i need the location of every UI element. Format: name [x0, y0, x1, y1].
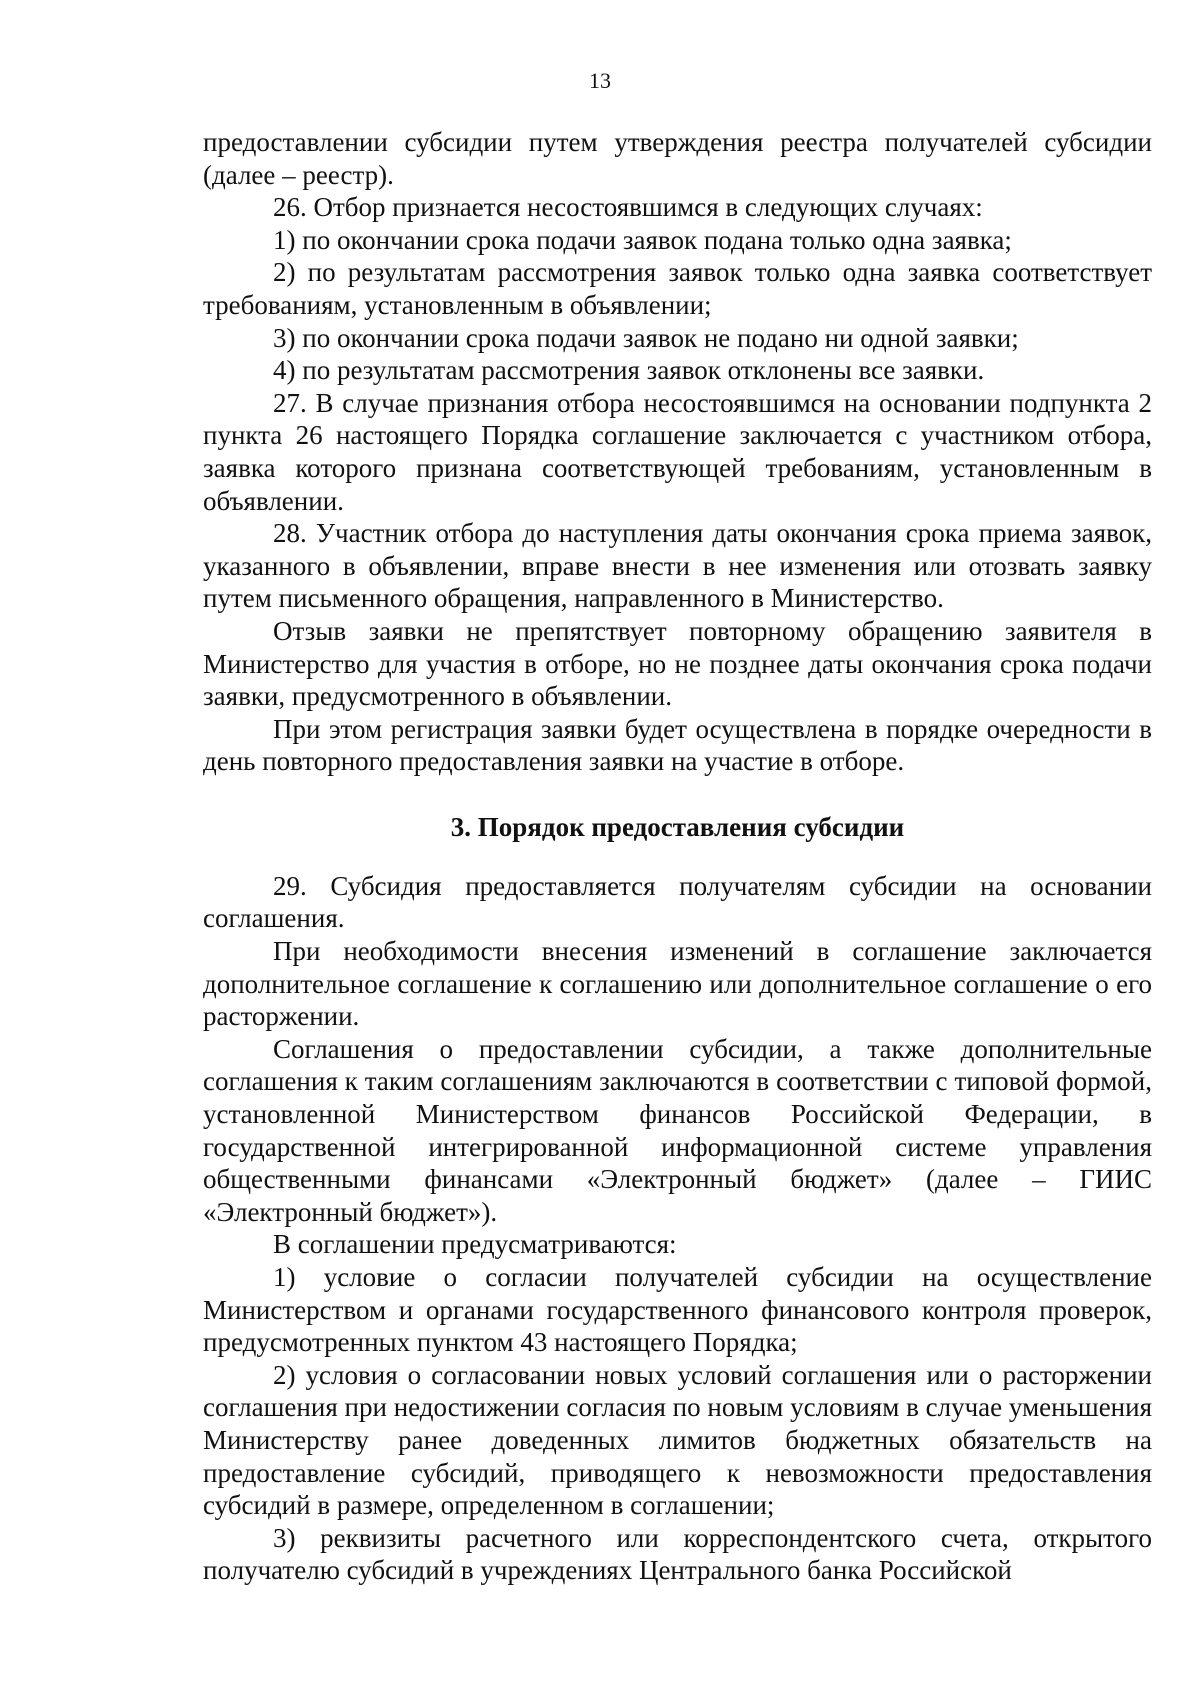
paragraph: 3) по окончании срока подачи заявок не подано ни одной заявки; [273, 322, 1019, 353]
paragraph: 28. Участник отбора до наступления даты окончания срока приема заявок, указанного в объявлении, вправе внести в нее изменения или отозвать заявку путем письменного обращения, направленного в Министерство. [203, 518, 1152, 614]
document-body [203, 126, 1152, 1587]
paragraph: 2) условия о согласовании новых условий соглашения или о расторжении соглашения при недостижении согласия по новым условиям в случае уменьшения Министерству ранее доведенных лимитов бюджетных обязательств на предоставление субсидий, приводящего к невозможности предоставления субсидий в размере, определенном в соглашении; [203, 1359, 1152, 1521]
paragraph: 2) по результатам рассмотрения заявок только одна заявка соответствует требованиям, установленным в объявлении; [203, 257, 1152, 320]
paragraph: Отзыв заявки не препятствует повторному обращению заявителя в Министерство для участия в отборе, но не позднее даты окончания срока подачи заявки, предусмотренного в объявлении. [203, 615, 1152, 712]
paragraph: 1) условие о согласии получателей субсидии на осуществление Министерством и органами государственного финансового контроля проверок, предусмотренных пунктом 43 настоящего Порядка; [203, 1262, 1152, 1358]
paragraph: В соглашении предусматриваются: [273, 1229, 677, 1260]
paragraph: При необходимости внесения изменений в соглашение заключается дополнительное соглашение к соглашению или дополнительное соглашение о его расторжении. [203, 936, 1152, 1032]
paragraph: предоставлении субсидии путем утверждения реестра получателей субсидии (далее – реестр). [203, 127, 1152, 190]
paragraph: 4) по результатам рассмотрения заявок отклонены все заявки. [273, 355, 985, 386]
paragraph: 29. Субсидия предоставляется получателям субсидии на основании соглашения. [203, 870, 1152, 934]
paragraph: 26. Отбор признается несостоявшимся в следующих случаях: [273, 192, 983, 223]
page-number: 13 [589, 68, 611, 93]
paragraph: Соглашения о предоставлении субсидии, а также дополнительные соглашения к таким соглашениям заключаются в соответствии с типовой формой, установленной Министерством финансов Российской Федерации, в государственной интегрированной информационной системе управления общественными финансами «Электронный бюджет» (далее – ГИИС «Электронный бюджет»). [203, 1033, 1152, 1227]
paragraph: 27. В случае признания отбора несостоявшимся на основании подпункта 2 пункта 26 настоящего Порядка соглашение заключается с участником отбора, заявка которого признана соответствующей требованиям, установленным в объявлении. [203, 387, 1152, 516]
paragraph: 3) реквизиты расчетного или корреспондентского счета, открытого получателю субсидий в учреждениях Центрального банка Российской [203, 1522, 1152, 1586]
paragraph: 1) по окончании срока подачи заявок подана только одна заявка; [273, 224, 1012, 255]
paragraph: При этом регистрация заявки будет осуществлена в порядке очередности в день повторного предоставления заявки на участие в отборе. [203, 713, 1152, 777]
paragraphs-before-heading [203, 126, 1152, 778]
section-heading: 3. Порядок предоставления субсидии [450, 811, 905, 842]
paragraphs-after-heading [203, 870, 1152, 1587]
